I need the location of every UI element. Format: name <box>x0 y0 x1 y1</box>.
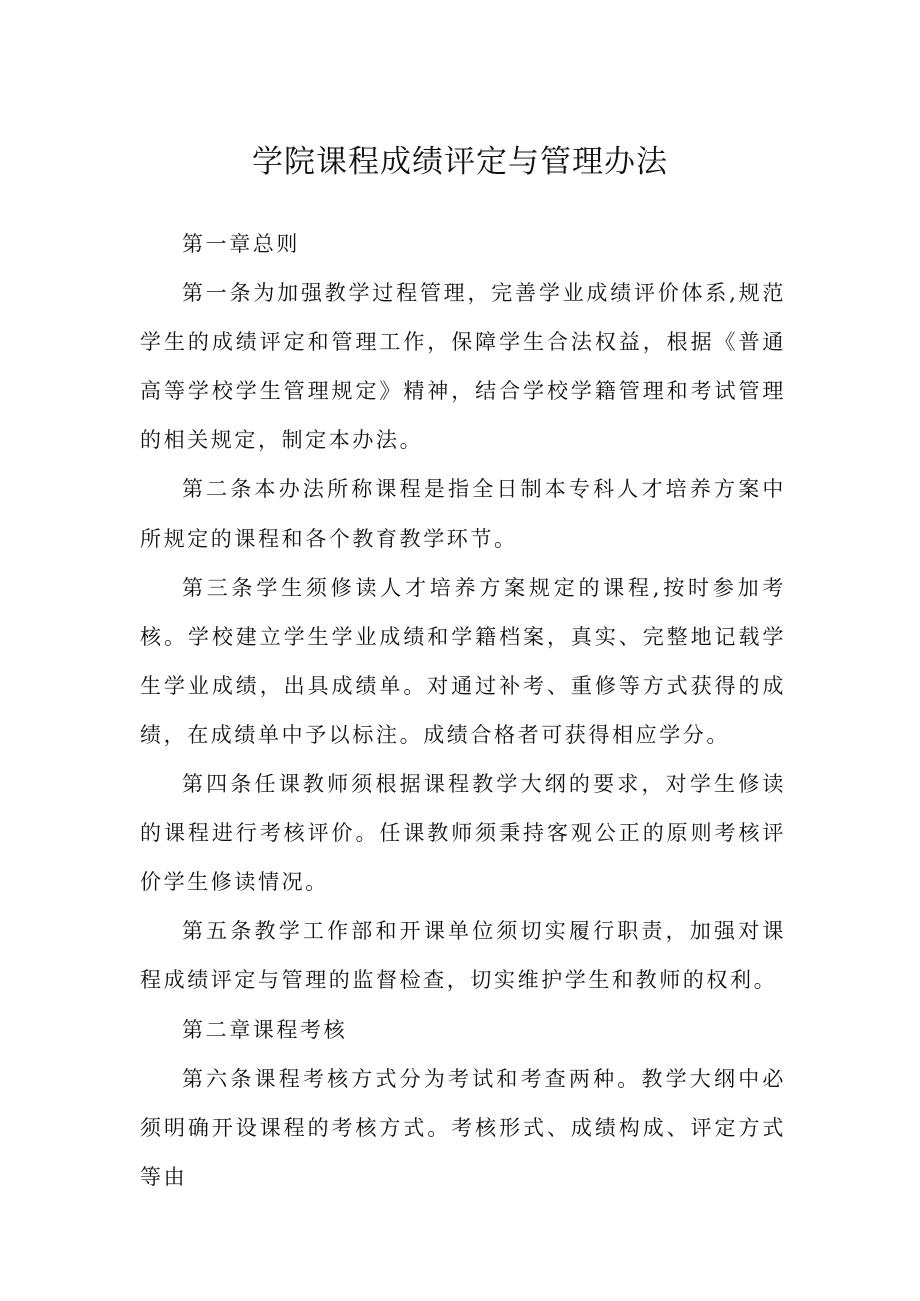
chapter-heading: 第二章课程考核 <box>182 1017 348 1042</box>
chapter-heading: 第一章总则 <box>182 232 300 256</box>
article-paragraph: 第六条课程考核方式分为考试和考查两种。教学大纲中必须明确开设课程的考核方式。考核形式、成绩构成、评定方式等由 <box>140 1066 786 1189</box>
document-title: 学院课程成绩评定与管理办法 <box>252 144 668 180</box>
document-body <box>140 220 786 1202</box>
article-paragraph: 第四条任课教师须根据课程教学大纲的要求，对学生修读的课程进行考核评价。任课教师须秉持客观公正的原则考核评价学生修读情况。 <box>140 772 786 895</box>
article-paragraph: 第五条教学工作部和开课单位须切实履行职责，加强对课程成绩评定与管理的监督检查，切实维护学生和教师的权利。 <box>140 919 786 993</box>
article-paragraph: 第二条本办法所称课程是指全日制本专科人才培养方案中所规定的课程和各个教育教学环节。 <box>140 477 786 551</box>
article-paragraph: 第一条为加强教学过程管理，完善学业成绩评价体系,规范学生的成绩评定和管理工作，保障学生合法权益，根据《普通高等学校学生管理规定》精神，结合学校学籍管理和考试管理的相关规定，制定本办法。 <box>140 281 786 453</box>
article-paragraph: 第三条学生须修读人才培养方案规定的课程,按时参加考核。学校建立学生学业成绩和学籍档案，真实、完整地记载学生学业成绩，出具成绩单。对通过补考、重修等方式获得的成绩，在成绩单中予以标注。成绩合格者可获得相应学分。 <box>140 575 786 747</box>
